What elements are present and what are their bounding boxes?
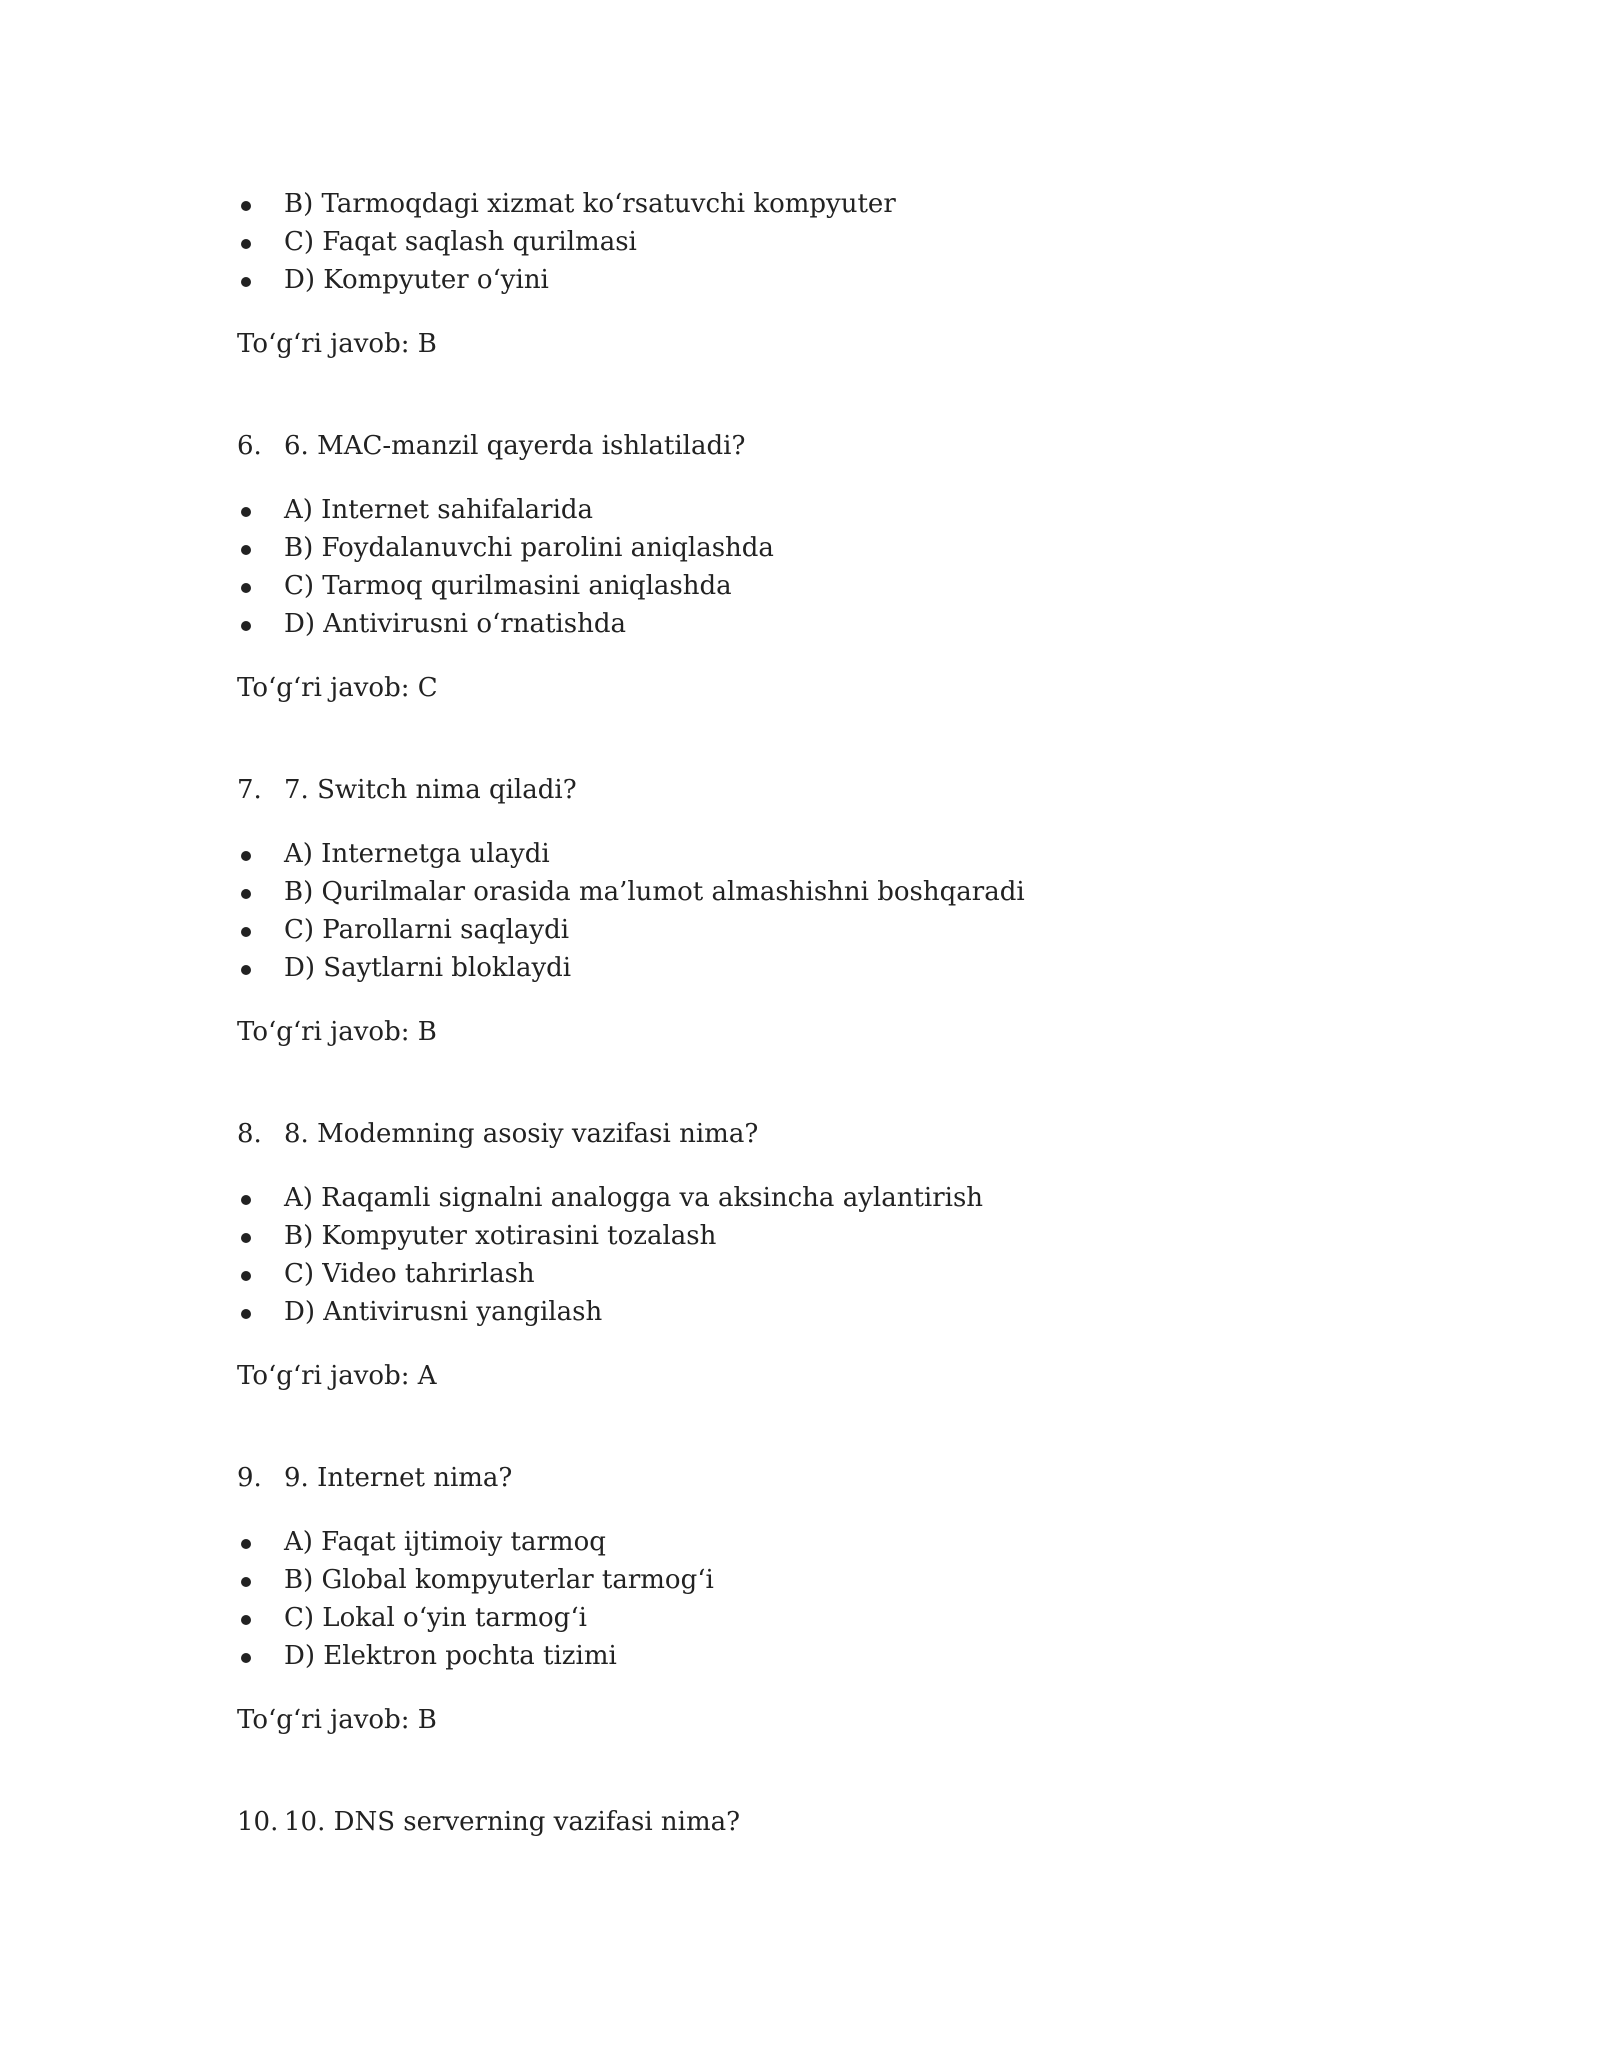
option-list <box>237 491 1400 643</box>
question-text: 8. Modemning asosiy vazifasi nima? <box>284 1119 759 1149</box>
option-text: C) Faqat saqlash qurilmasi <box>284 227 637 257</box>
option-text: B) Tarmoqdagi xizmat ko‘rsatuvchi kompyuter <box>284 189 896 219</box>
bullet-icon <box>241 1195 251 1205</box>
bullet-icon <box>241 1577 251 1587</box>
bullet-icon <box>241 621 251 631</box>
bullet-icon <box>241 201 251 211</box>
option-text: D) Saytlarni bloklaydi <box>284 953 572 983</box>
bullet-icon <box>241 1271 251 1281</box>
option-item <box>237 491 1400 529</box>
option-item <box>237 835 1400 873</box>
option-text: A) Internet sahifalarida <box>284 495 594 525</box>
question-heading <box>237 427 1400 465</box>
question-heading <box>237 771 1400 809</box>
option-item <box>237 1179 1400 1217</box>
question-number: 7. <box>237 775 262 805</box>
correct-answer: To‘g‘ri javob: B <box>237 329 437 359</box>
option-list <box>237 1523 1400 1675</box>
bullet-icon <box>241 583 251 593</box>
bullet-icon <box>241 277 251 287</box>
option-text: B) Global kompyuterlar tarmog‘i <box>284 1565 714 1595</box>
bullet-icon <box>241 965 251 975</box>
option-item <box>237 949 1400 987</box>
option-list <box>237 835 1400 987</box>
question-text: 10. DNS serverning vazifasi nima? <box>284 1807 741 1837</box>
question-text: 9. Internet nima? <box>284 1463 513 1493</box>
correct-answer: To‘g‘ri javob: C <box>237 673 438 703</box>
option-text: B) Kompyuter xotirasini tozalash <box>284 1221 717 1251</box>
option-text: C) Lokal o‘yin tarmog‘i <box>284 1603 587 1633</box>
question-heading <box>237 1459 1400 1497</box>
option-item <box>237 261 1400 299</box>
option-text: D) Antivirusni o‘rnatishda <box>284 609 626 639</box>
option-list <box>237 185 1400 299</box>
option-item <box>237 1293 1400 1331</box>
question-number: 9. <box>237 1463 262 1493</box>
option-text: A) Faqat ijtimoiy tarmoq <box>284 1527 606 1557</box>
bullet-icon <box>241 851 251 861</box>
option-item <box>237 1217 1400 1255</box>
correct-answer: To‘g‘ri javob: B <box>237 1017 437 1047</box>
option-item <box>237 1637 1400 1675</box>
bullet-icon <box>241 239 251 249</box>
option-item <box>237 605 1400 643</box>
option-text: D) Kompyuter o‘yini <box>284 265 549 295</box>
bullet-icon <box>241 545 251 555</box>
bullet-icon <box>241 889 251 899</box>
option-text: B) Foydalanuvchi parolini aniqlashda <box>284 533 774 563</box>
question-number: 6. <box>237 431 262 461</box>
question-heading <box>237 1115 1400 1153</box>
bullet-icon <box>241 1309 251 1319</box>
bullet-icon <box>241 1653 251 1663</box>
option-text: C) Tarmoq qurilmasini aniqlashda <box>284 571 732 601</box>
question-heading <box>237 1803 1400 1841</box>
question-text: 7. Switch nima qiladi? <box>284 775 577 805</box>
option-text: D) Elektron pochta tizimi <box>284 1641 617 1671</box>
option-text: B) Qurilmalar orasida ma’lumot almashishni boshqaradi <box>284 877 1025 907</box>
bullet-icon <box>241 1233 251 1243</box>
option-item <box>237 223 1400 261</box>
option-item <box>237 1255 1400 1293</box>
question-number: 8. <box>237 1119 262 1149</box>
bullet-icon <box>241 927 251 937</box>
option-item <box>237 1523 1400 1561</box>
option-item <box>237 185 1400 223</box>
correct-answer: To‘g‘ri javob: B <box>237 1705 437 1735</box>
option-item <box>237 911 1400 949</box>
option-text: C) Video tahrirlash <box>284 1259 535 1289</box>
option-item <box>237 1599 1400 1637</box>
correct-answer: To‘g‘ri javob: A <box>237 1361 437 1391</box>
bullet-icon <box>241 1539 251 1549</box>
option-item <box>237 529 1400 567</box>
option-text: D) Antivirusni yangilash <box>284 1297 603 1327</box>
option-list <box>237 1179 1400 1331</box>
option-text: A) Raqamli signalni analogga va aksincha aylantirish <box>284 1183 984 1213</box>
bullet-icon <box>241 1615 251 1625</box>
option-text: C) Parollarni saqlaydi <box>284 915 570 945</box>
question-number: 10. <box>237 1807 279 1837</box>
bullet-icon <box>241 507 251 517</box>
option-item <box>237 1561 1400 1599</box>
option-item <box>237 873 1400 911</box>
option-text: A) Internetga ulaydi <box>284 839 550 869</box>
option-item <box>237 567 1400 605</box>
question-text: 6. MAC-manzil qayerda ishlatiladi? <box>284 431 746 461</box>
